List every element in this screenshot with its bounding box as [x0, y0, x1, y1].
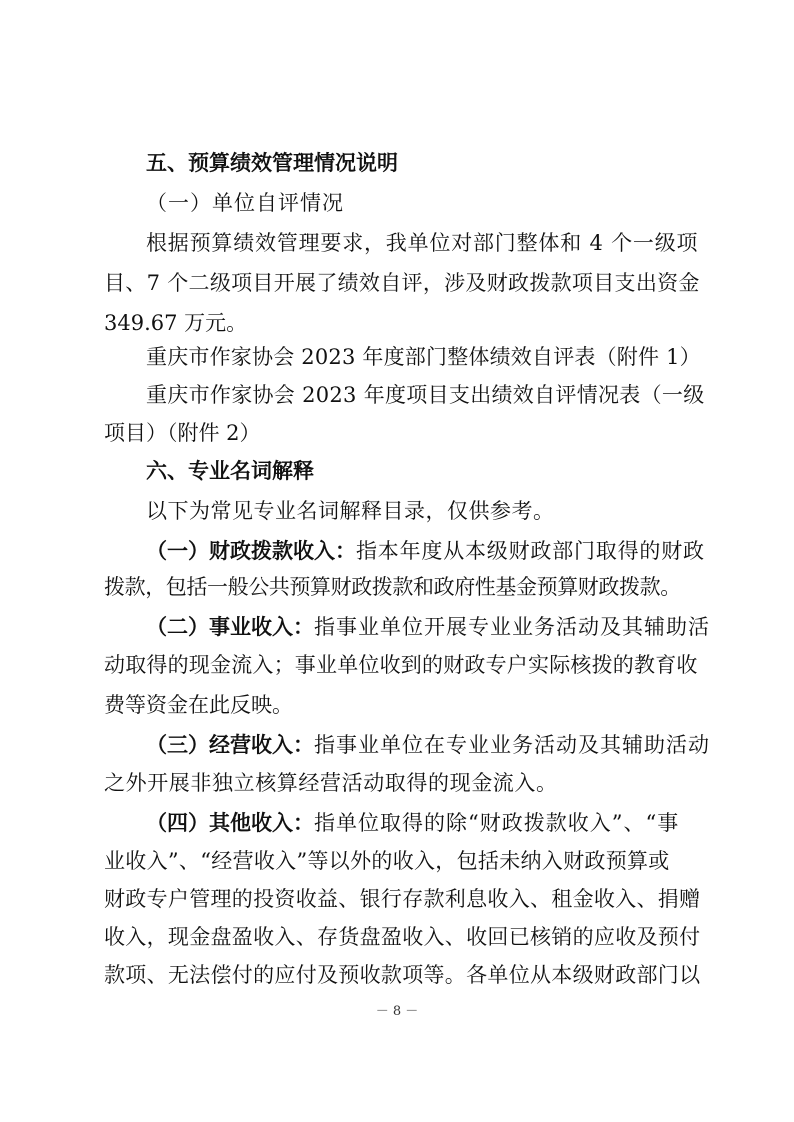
- term-definition-line: 业收入”、“经营收入”等以外的收入，包括未纳入财政预算或: [104, 849, 670, 873]
- term-definition: 指单位取得的除“财政拨款收入”、“事: [314, 811, 680, 835]
- term-definition-line: 财政专户管理的投资收益、银行存款利息收入、租金收入、捐赠: [104, 887, 701, 911]
- term-label: （一）财政拨款收入：: [146, 539, 356, 563]
- term-definition-line: 之外开展非独立核算经营活动取得的现金流入。: [104, 771, 558, 795]
- terms-intro: 以下为常见专业名词解释目录，仅供参考。: [146, 499, 555, 523]
- attachment-1-line: 重庆市作家协会 2023 年度部门整体绩效自评表（附件 1）: [146, 345, 701, 369]
- term-definition: 指事业单位开展专业业务活动及其辅助活: [314, 615, 710, 639]
- term-definition-line: 收入，现金盘盈收入、存货盘盈收入、收回已核销的应收及预付: [104, 925, 701, 949]
- section-heading-budget-performance: 五、预算绩效管理情况说明: [146, 151, 398, 175]
- term-definition-line: 拨款，包括一般公共预算财政拨款和政府性基金预算财政拨款。: [104, 575, 681, 599]
- term-definition: 指本年度从本级财政部门取得的财政: [356, 539, 705, 563]
- term-item: [146, 808, 679, 838]
- term-definition-line: 费等资金在此反映。: [104, 693, 293, 717]
- paragraph-line: 根据预算绩效管理要求，我单位对部门整体和 4 个一级项: [146, 231, 699, 255]
- term-definition-line: 动取得的现金流入；事业单位收到的财政专户实际核拨的教育收: [104, 653, 698, 677]
- section-heading-terms: 六、专业名词解释: [146, 459, 314, 483]
- term-item: [146, 730, 710, 760]
- term-definition-line: 款项、无法偿付的应付及预收款项等。各单位从本级财政部门以: [104, 963, 701, 987]
- paragraph-line: 目、7 个二级项目开展了绩效自评，涉及财政拨款项目支出资金: [104, 271, 700, 295]
- subheading-self-evaluation: （一）单位自评情况: [146, 191, 344, 215]
- term-item: [146, 536, 705, 566]
- term-item: [146, 612, 710, 642]
- term-label: （二）事业收入：: [146, 615, 314, 639]
- term-label: （四）其他收入：: [146, 811, 314, 835]
- term-label: （三）经营收入：: [146, 733, 314, 757]
- page-number: － 8 －: [375, 1004, 419, 1019]
- paragraph-line: 349.67 万元。: [104, 311, 248, 335]
- attachment-2-line: 重庆市作家协会 2023 年度项目支出绩效自评情况表（一级: [146, 383, 705, 407]
- attachment-2-line: 项目）（附件 2）: [104, 421, 261, 445]
- term-definition: 指事业单位在专业业务活动及其辅助活动: [314, 733, 710, 757]
